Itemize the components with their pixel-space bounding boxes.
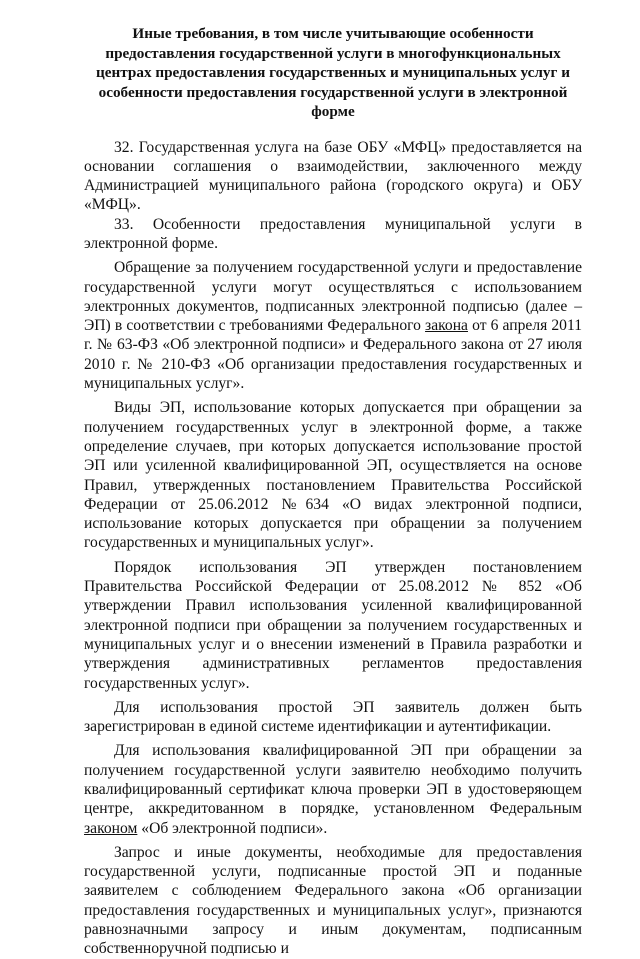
paragraph-request-text-end: от 6 апреля 2011 г. № 63-ФЗ «Об электронной подписи» и Федерального закона от 27 июля 2010 г. № 210-ФЗ «Об организации предоставления государственных и муниципальных услуг». [84,317,582,393]
section-heading [84,24,582,122]
paragraph-signature-types: Виды ЭП, использование которых допускается при обращении за получением государственных услуг в электронной форме, а также определение случаев, при которых допускается использование простой ЭП или усиленной квалифицированной ЭП, осуществляется на основе Правил, утвержденных постановлением Правительства Российской Федерации от 25.06.2012 №634 «О видах электронной подписи, использование которых допускается при обращении за получением государственных и муниципальных услуг». [84,399,582,552]
federal-law-link[interactable]: закона [425,317,468,335]
paragraph-qualified-text: Для использования квалифицированной ЭП при обращении за получением государственной услуги заявителю необходимо получить квалифицированный сертификат ключа проверки ЭП в удостоверяющем центре, аккредитованном в порядке, установленном Федеральным [84,742,582,818]
federal-law-link-2[interactable]: законом [84,819,138,837]
heading-line: форме [311,103,355,120]
paragraph-32: 32. Государственная услуга на базе ОБУ «МФЦ» предоставляется на основании соглашения о взаимодействии, заключенного между Администрацией муниципального района (городского округа) и ОБУ «МФЦ». [84,138,582,214]
paragraph-33: 33. Особенности предоставления муниципальной услуги в электронной форме. [84,215,582,252]
paragraph-usage-order: Порядок использования ЭП утвержден постановлением Правительства Российской Федерации от 25.08.2012 № 852 «Об утверждении Правил использования усиленной квалифицированной электронной подписи при обращении за получением государственных и муниципальных услуг и о внесении изменений в Правила разработки и утверждения административных регламентов предоставления государственных услуг». [84,558,582,692]
heading-line: Иные требования, в том числе учитывающие особенности [132,25,534,42]
document-body [84,138,582,959]
paragraph-request [84,258,582,393]
paragraph-qualified-text-end: «Об электронной подписи». [137,819,328,837]
heading-line: предоставления государственной услуги в многофункциональных [105,44,561,62]
paragraph-request-text: Обращение за получением государственной услуги и предоставление государственной услуги могут осуществляться с использованием электронных документов, подписанных электронной подписью (далее – ЭП) в соответствии с требованиями Федерального [84,259,582,335]
paragraph-simple-signature: Для использования простой ЭП заявитель должен быть зарегистрирован в единой системе идентификации и аутентификации. [84,698,582,736]
paragraph-qualified-signature [84,741,582,837]
heading-line: особенности предоставления государственной услуги в электронной [98,83,568,101]
paragraph-equivalence: Запрос и иные документы, необходимые для предоставления государственной услуги, подписанные простой ЭП и поданные заявителем с соблюдением Федерального закона «Об организации предоставления государственных и муниципальных услуг», признаются равнозначными запросу и иным документам, подписанным собственноручной подписью и [84,843,582,958]
heading-line: центрах предоставления государственных и муниципальных услуг и [96,64,570,81]
